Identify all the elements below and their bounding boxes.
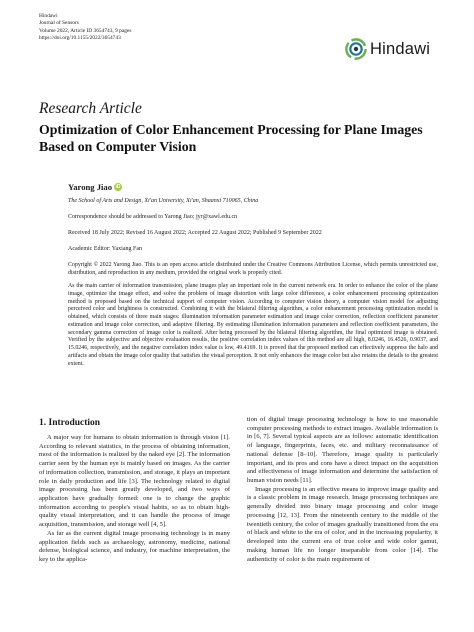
academic-editor: Academic Editor: Yaxiang Fan xyxy=(68,246,142,252)
article-type: Research Article xyxy=(39,100,142,117)
journal-metadata xyxy=(39,13,131,42)
hindawi-logo-text: Hindawi xyxy=(370,39,431,58)
article-title: Optimization of Color Enhancement Processing for Plane Images Based on Computer Vision xyxy=(39,122,423,154)
paragraph: tion of digital image processing technology is how to use reasonable computer processing methods to extract images. Available information is in [6, 7]. Several typical aspects are as follows: automatic identification of language, fingerprints, faces, etc. and military reconnaissance of national defense [8–10]. Therefore, image quality is particularly important, and its pros and cons have a direct impact on the acquisition and effectiveness of image information and determine the satisfaction of human vision needs [11]. xyxy=(247,416,438,485)
paragraph: A major way for humans to obtain information is through vision [1]. According to relevant statistics, in the process of obtaining information, most of the information is realized by the naked eye [2]. The information carrier seen by the human eye is mainly based on images. As the carrier of information collection, transmission, and storage, it plays an important role in daily production and life [3]. The technology related to digital image processing has been greatly developed, and two ways of application have gradually formed: one is to change the graphic information according to people's visual habits, so as to obtain high-quality visual interpretation, and tt can handle the process of image acquisition, transmission, and storage well [4, 5]. xyxy=(39,434,230,529)
orcid-icon[interactable]: iD xyxy=(115,184,121,190)
journal-name: Journal of Sensors xyxy=(39,20,79,27)
affiliation: The School of Arts and Design, Xi'an University, Xi'an, Shaanxi 710065, China xyxy=(68,198,259,204)
paragraph: Image processing is an effective means to improve image quality and is a classic problem in image research. Image processing techniques are generally divided into binary image processing and color image processing [12, 13]. From the nineteenth century to the middle of the twentieth century, the color of images gradually transitioned from the era of black and white to the era of color, and in the increasing popularity, it developed into the current era of true color and wide color gamut, making human life no longer inseparable from color [14]. The authenticity of color is the main requirement of xyxy=(247,485,438,563)
hindawi-logo xyxy=(345,38,430,60)
abstract: As the main carrier of information transmission, plane images play an important role in the current network era. In order to enhance the color of the plane image, optimize the image effect, and solve the problem of image distortion with large color difference, a color enhancement processing optimization method is proposed based on the technical support of computer vision. According to computer vision theory, a computer vision model for adjusting perceived color and brightness is constructed. Combining it with the bilateral filtering algorithm, a color enhancement processing optimization model is obtained, which consists of three main stages: illumination information parameter estimation and image color correction, reflection coefficient parameter estimation and image color correction, and adaptive filtering. By estimating illumination information parameters and reflection coefficient parameters, the secondary gamma correction of image color is realized. After being processed by the bilateral filtering algorithm, the final optimized image is obtained. Verified by the subjective and objective evaluation results, the positive correlation index values of this method are all high, 8.0246, 16.4526, 0.9037, and 15.0246, respectively, and the negative correlation index value is low, 49.4169. It is proved that the proposed method can effectively suppress the halo and artifacts and obtain the image color quality that satisfies the visual perception. It not only enhances the image color but also retains the details to the greatest extent. xyxy=(68,283,438,367)
hindawi-logo-icon xyxy=(345,38,367,60)
section-heading-introduction: 1. Introduction xyxy=(39,418,101,428)
author-name: Yarong Jiao xyxy=(68,182,113,192)
doi-link[interactable]: https://doi.org/10.1155/2022/3654743 xyxy=(39,34,121,41)
author-line xyxy=(68,182,122,192)
publisher-name: Hindawi xyxy=(39,13,58,19)
volume-line: Volume 2022, Article ID 3654743, 9 pages xyxy=(39,27,132,34)
right-column xyxy=(247,416,438,564)
left-column xyxy=(39,434,230,565)
article-dates: Received 18 July 2022; Revised 16 August 2022; Accepted 22 August 2022; Published 9 September 2022 xyxy=(68,230,322,236)
copyright-notice: Copyright © 2022 Yarong Jiao. This is an open access article distributed under the Creative Commons Attribution License, which permits unrestricted use, distribution, and reproduction in any medium, provided the original work is properly cited. xyxy=(68,262,438,276)
correspondence: Correspondence should be addressed to Yarong Jiao; jyr@xawl.edu.cn xyxy=(68,214,238,220)
paragraph: As far as the current digital image processing technology is in many application fields such as archaeology, astronomy, medicine, national defense, biological science, and industry, for machine interpretation, the key to the applica- xyxy=(39,529,230,564)
